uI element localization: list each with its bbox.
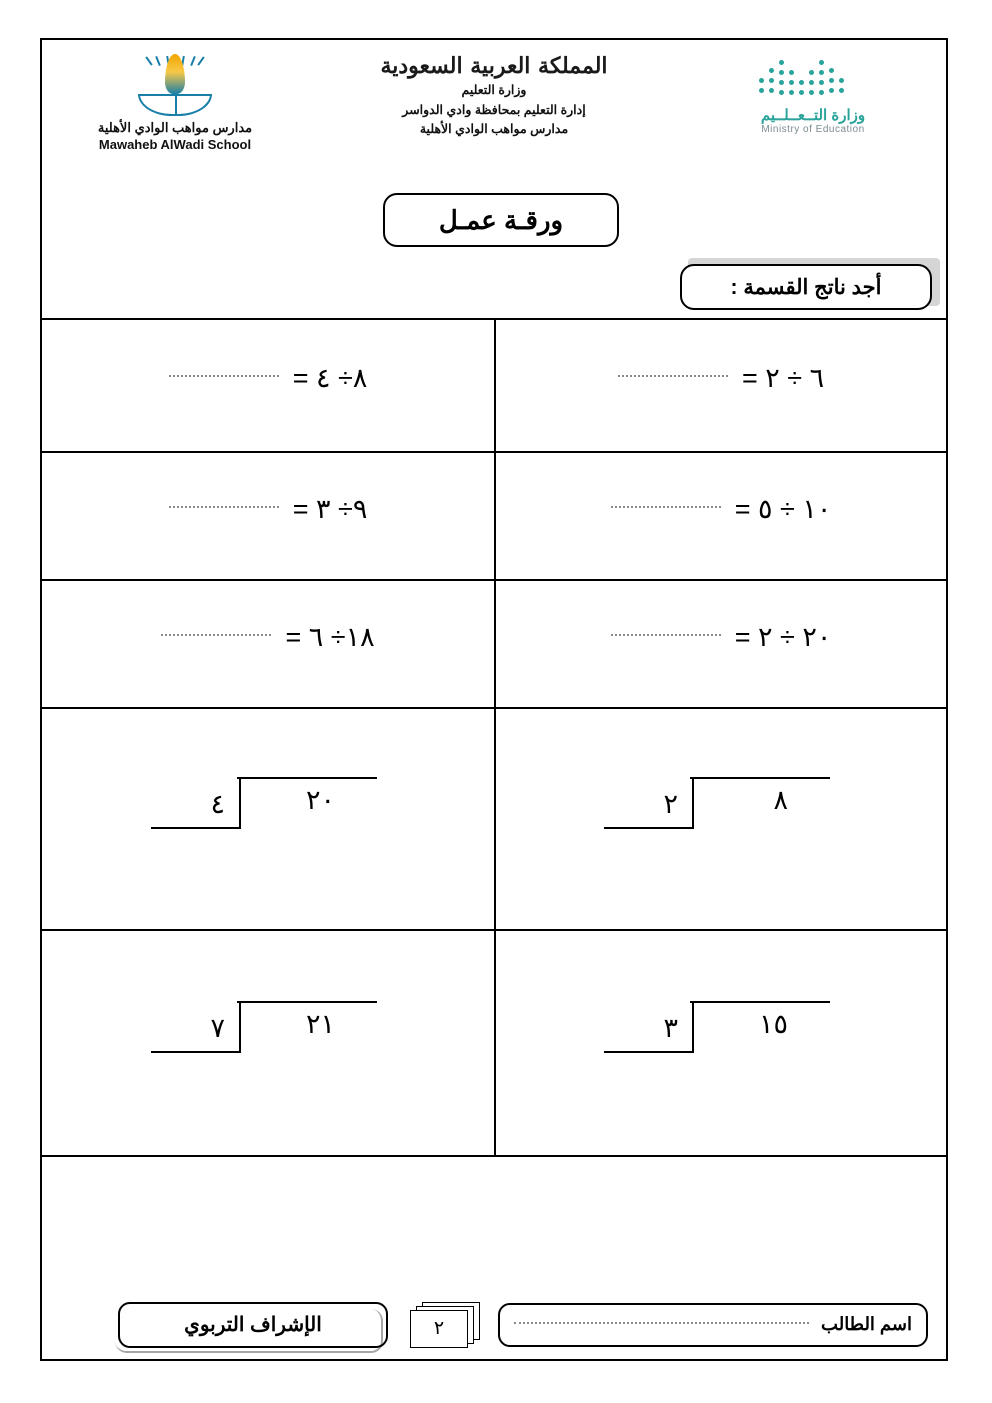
question-row-1 <box>42 320 946 453</box>
book-flame-logo-icon <box>138 54 212 116</box>
expression-text: ١٨÷ ٦ = <box>285 621 375 652</box>
question-row-3 <box>42 581 946 709</box>
dividend-value: ١٥ <box>758 1009 788 1039</box>
kingdom-name: المملكة العربية السعودية <box>380 53 608 79</box>
long-division-top-bar <box>237 1001 377 1003</box>
long-division-bottom-bar <box>604 827 694 829</box>
moe-palm-dots-logo-icon <box>753 56 873 102</box>
question-cell <box>42 709 494 929</box>
long-division-top-bar <box>237 777 377 779</box>
dividend-value: ٢٠ <box>305 785 335 815</box>
answer-blank[interactable] <box>169 505 279 508</box>
question-cell <box>494 709 946 929</box>
expression-text: ٦ ÷ ٢ = <box>741 363 825 393</box>
ministry-text-block <box>329 50 659 139</box>
long-division-bracket <box>143 767 393 831</box>
ministry-logo-name-ar: وزارة التــعــلــيم <box>760 107 866 124</box>
long-division-bracket <box>143 991 393 1055</box>
question-cell <box>494 453 946 579</box>
divisor-value: ٢ <box>663 789 678 819</box>
question-cell <box>42 581 494 707</box>
open-book-icon <box>138 94 212 116</box>
long-division-vertical-bar <box>692 777 694 829</box>
division-expression <box>169 494 368 525</box>
long-division-bottom-bar <box>604 1051 694 1053</box>
division-expression <box>161 622 374 653</box>
question-cell <box>42 453 494 579</box>
division-expression <box>611 622 832 653</box>
instruction-banner: أجد ناتج القسمة : <box>680 264 932 310</box>
answer-blank[interactable] <box>161 633 271 636</box>
question-row-2 <box>42 453 946 581</box>
answer-blank[interactable] <box>611 505 721 508</box>
ministry-line-3: مدارس مواهب الوادي الأهلية <box>419 121 569 136</box>
ministry-logo-block <box>698 50 928 135</box>
question-cell <box>494 581 946 707</box>
long-division-vertical-bar <box>239 1001 241 1053</box>
page-title: ورقـة عمـل <box>383 193 619 247</box>
student-name-label: اسم الطالب <box>821 1314 912 1334</box>
expression-text: ٩÷ ٣ = <box>292 493 368 524</box>
student-name-blank[interactable] <box>514 1321 809 1324</box>
ministry-logo-name-en: Ministry of Education <box>761 124 865 135</box>
question-row-4 <box>42 709 946 931</box>
page-number-badge <box>388 1298 498 1352</box>
supervision-stamp: الإشراف التربوي <box>118 1302 388 1348</box>
divisor-value: ٧ <box>210 1013 225 1043</box>
long-division-bottom-bar <box>151 1051 241 1053</box>
school-name-ar: مدارس مواهب الوادي الأهلية <box>97 120 253 135</box>
question-cell <box>42 320 494 451</box>
page-number-value: ٢ <box>410 1310 468 1348</box>
ministry-line-2: إدارة التعليم بمحافظة وادي الدواسر <box>402 102 586 117</box>
question-cell <box>494 931 946 1155</box>
answer-blank[interactable] <box>611 633 721 636</box>
long-division-bottom-bar <box>151 827 241 829</box>
divisor-value: ٤ <box>210 789 225 819</box>
division-expression <box>169 363 368 394</box>
long-division-vertical-bar <box>692 1001 694 1053</box>
student-name-field[interactable] <box>498 1303 928 1347</box>
document-footer <box>42 1290 946 1359</box>
dividend-value: ٨ <box>773 785 788 815</box>
long-division-bracket <box>596 767 846 831</box>
document-header <box>42 40 946 192</box>
answer-blank[interactable] <box>618 374 728 377</box>
school-logo-block <box>60 50 290 154</box>
ministry-line-1: وزارة التعليم <box>461 83 527 98</box>
question-cell <box>42 931 494 1155</box>
questions-grid <box>42 318 946 1290</box>
expression-text: ٨÷ ٤ = <box>292 363 368 393</box>
long-division-top-bar <box>690 777 830 779</box>
division-expression <box>611 494 832 525</box>
dividend-value: ٢١ <box>305 1009 335 1039</box>
expression-text: ٢٠ ÷ ٢ = <box>734 621 832 652</box>
answer-blank[interactable] <box>169 374 279 377</box>
long-division-top-bar <box>690 1001 830 1003</box>
long-division-bracket <box>596 991 846 1055</box>
school-name-en: Mawaheb AlWadi School <box>98 136 252 152</box>
long-division-vertical-bar <box>239 777 241 829</box>
divisor-value: ٣ <box>663 1013 678 1043</box>
division-expression <box>618 363 824 394</box>
question-row-5 <box>42 931 946 1157</box>
question-cell <box>494 320 946 451</box>
expression-text: ١٠ ÷ ٥ = <box>734 493 832 524</box>
